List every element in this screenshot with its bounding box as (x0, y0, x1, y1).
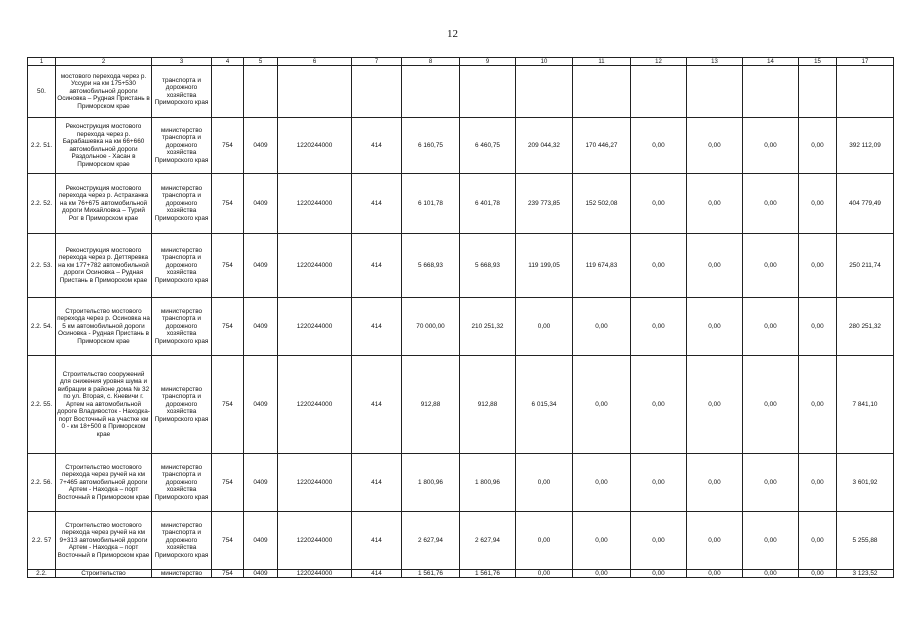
value-cell-col-5 (244, 66, 278, 118)
value-cell-col-6: 1220244000 (278, 512, 352, 570)
value-cell-col-6: 1220244000 (278, 570, 352, 578)
value-cell-col-9: 6 460,75 (460, 118, 516, 174)
value-cell-col-6 (278, 66, 352, 118)
value-cell-col-4: 754 (212, 298, 244, 356)
value-cell-col-10 (516, 66, 573, 118)
value-cell-col-8: 1 561,76 (402, 570, 460, 578)
column-header-11: 11 (573, 58, 631, 66)
value-cell-col-8: 1 800,96 (402, 454, 460, 512)
value-cell-col-9: 5 668,93 (460, 234, 516, 298)
value-cell-col-8: 6 160,75 (402, 118, 460, 174)
column-header-12: 12 (631, 58, 687, 66)
column-header-4: 4 (212, 58, 244, 66)
value-cell-col-9 (460, 66, 516, 118)
page-number: 12 (447, 28, 458, 40)
responsible-org-cell: министерство транспорта и дорожного хозяйства Приморского края (152, 298, 212, 356)
value-cell-col-15: 0,00 (799, 298, 837, 356)
value-cell-col-13: 0,00 (687, 118, 743, 174)
value-cell-col-10: 209 044,32 (516, 118, 573, 174)
value-cell-col-14: 0,00 (743, 118, 799, 174)
value-cell-col-12: 0,00 (631, 298, 687, 356)
responsible-org-cell: министерство транспорта и дорожного хозяйства Приморского края (152, 454, 212, 512)
value-cell-col-14 (743, 66, 799, 118)
column-header-8: 8 (402, 58, 460, 66)
table-row (28, 454, 894, 512)
value-cell-col-6: 1220244000 (278, 118, 352, 174)
total-cell: 280 251,32 (837, 298, 894, 356)
project-name-cell: Строительство мостового перехода через р. Осиновка на 5 км автомобильной дороги Осиновка - Рудная Пристань в Приморском крае (56, 298, 152, 356)
value-cell-col-13: 0,00 (687, 454, 743, 512)
row-number-cell: 2.2. 53. (28, 234, 56, 298)
value-cell-col-15: 0,00 (799, 118, 837, 174)
table-header (28, 58, 894, 66)
responsible-org-cell: министерство транспорта и дорожного хозяйства Приморского края (152, 174, 212, 234)
value-cell-col-5: 0409 (244, 356, 278, 454)
value-cell-col-10: 0,00 (516, 570, 573, 578)
value-cell-col-11: 0,00 (573, 298, 631, 356)
value-cell-col-6: 1220244000 (278, 234, 352, 298)
value-cell-col-14: 0,00 (743, 174, 799, 234)
column-header-3: 3 (152, 58, 212, 66)
table-row (28, 570, 894, 578)
value-cell-col-13: 0,00 (687, 570, 743, 578)
value-cell-col-4: 754 (212, 454, 244, 512)
total-cell: 7 841,10 (837, 356, 894, 454)
project-name-cell: Строительство мостового перехода через ручей на км 9+313 автомобильной дороги Артем - Находка – порт Восточный в Приморском крае (56, 512, 152, 570)
value-cell-col-7: 414 (352, 512, 402, 570)
value-cell-col-4: 754 (212, 512, 244, 570)
value-cell-col-12: 0,00 (631, 174, 687, 234)
total-cell (837, 66, 894, 118)
value-cell-col-5: 0409 (244, 118, 278, 174)
value-cell-col-14: 0,00 (743, 512, 799, 570)
column-header-2: 2 (56, 58, 152, 66)
value-cell-col-11: 0,00 (573, 570, 631, 578)
project-name-cell: Реконструкция мостового перехода через р. Деттяревка на км 177+782 автомобильной дороги Осиновка – Рудная Пристань в Приморском крае (56, 234, 152, 298)
value-cell-col-5: 0409 (244, 454, 278, 512)
value-cell-col-12: 0,00 (631, 356, 687, 454)
table-row (28, 512, 894, 570)
total-cell: 5 255,88 (837, 512, 894, 570)
responsible-org-cell: транспорта и дорожного хозяйства Приморского края (152, 66, 212, 118)
project-name-cell: Строительство мостового перехода через ручей на км 7+465 автомобильной дороги Артем - Находка – порт Восточный в Приморском крае (56, 454, 152, 512)
value-cell-col-9: 2 627,94 (460, 512, 516, 570)
value-cell-col-10: 119 199,05 (516, 234, 573, 298)
value-cell-col-5: 0409 (244, 570, 278, 578)
project-name-cell: Реконструкция мостового перехода через р. Астраханка на км 76+675 автомобильной дороги Михайловка – Турий Рог в Приморском крае (56, 174, 152, 234)
value-cell-col-6: 1220244000 (278, 298, 352, 356)
value-cell-col-10: 239 773,85 (516, 174, 573, 234)
value-cell-col-15: 0,00 (799, 234, 837, 298)
value-cell-col-14: 0,00 (743, 454, 799, 512)
row-number-cell: 2.2. 54. (28, 298, 56, 356)
value-cell-col-8: 2 627,94 (402, 512, 460, 570)
value-cell-col-15: 0,00 (799, 454, 837, 512)
value-cell-col-9: 210 251,32 (460, 298, 516, 356)
column-number-row (28, 58, 894, 66)
value-cell-col-7: 414 (352, 570, 402, 578)
value-cell-col-9: 6 401,78 (460, 174, 516, 234)
value-cell-col-10: 0,00 (516, 512, 573, 570)
project-name-cell: Строительство (56, 570, 152, 578)
project-name-cell: Реконструкция мостового перехода через р. Барабашевка на км 66+660 автомобильной дороги Раздольное - Хасан в Приморском крае (56, 118, 152, 174)
value-cell-col-15 (799, 66, 837, 118)
project-name-cell: Строительство сооружений для снижения уровня шума и вибрации в районе дома № 32 по ул. Вторая, с. Кневичи г. Артем на автомобильной дороге Владивосток - Находка-порт Восточный на участке км 0 - км 18+500 в Приморском крае (56, 356, 152, 454)
table-row (28, 356, 894, 454)
value-cell-col-14: 0,00 (743, 570, 799, 578)
value-cell-col-8: 6 101,78 (402, 174, 460, 234)
total-cell: 392 112,09 (837, 118, 894, 174)
column-header-17: 17 (837, 58, 894, 66)
value-cell-col-15: 0,00 (799, 356, 837, 454)
value-cell-col-12 (631, 66, 687, 118)
column-header-10: 10 (516, 58, 573, 66)
value-cell-col-4: 754 (212, 174, 244, 234)
table-row (28, 174, 894, 234)
value-cell-col-11: 0,00 (573, 454, 631, 512)
value-cell-col-4 (212, 66, 244, 118)
value-cell-col-7: 414 (352, 356, 402, 454)
value-cell-col-12: 0,00 (631, 118, 687, 174)
value-cell-col-7: 414 (352, 174, 402, 234)
total-cell: 404 779,49 (837, 174, 894, 234)
project-name-cell: мостового перехода через р. Уссури на км 175+530 автомобильной дороги Осиновка – Рудная Пристань в Приморском крае (56, 66, 152, 118)
value-cell-col-6: 1220244000 (278, 454, 352, 512)
value-cell-col-11 (573, 66, 631, 118)
value-cell-col-8: 70 000,00 (402, 298, 460, 356)
value-cell-col-13: 0,00 (687, 298, 743, 356)
table-row (28, 234, 894, 298)
value-cell-col-13 (687, 66, 743, 118)
value-cell-col-4: 754 (212, 234, 244, 298)
value-cell-col-11: 119 674,83 (573, 234, 631, 298)
value-cell-col-14: 0,00 (743, 356, 799, 454)
value-cell-col-12: 0,00 (631, 234, 687, 298)
value-cell-col-8: 912,88 (402, 356, 460, 454)
value-cell-col-15: 0,00 (799, 512, 837, 570)
column-header-13: 13 (687, 58, 743, 66)
responsible-org-cell: министерство транспорта и дорожного хозяйства Приморского края (152, 356, 212, 454)
value-cell-col-6: 1220244000 (278, 356, 352, 454)
value-cell-col-13: 0,00 (687, 234, 743, 298)
column-header-15: 15 (799, 58, 837, 66)
row-number-cell: 2.2. 55. (28, 356, 56, 454)
value-cell-col-8: 5 668,93 (402, 234, 460, 298)
column-header-14: 14 (743, 58, 799, 66)
value-cell-col-7: 414 (352, 454, 402, 512)
value-cell-col-13: 0,00 (687, 356, 743, 454)
value-cell-col-5: 0409 (244, 234, 278, 298)
value-cell-col-13: 0,00 (687, 512, 743, 570)
value-cell-col-11: 0,00 (573, 356, 631, 454)
budget-table (27, 57, 894, 578)
value-cell-col-11: 170 446,27 (573, 118, 631, 174)
value-cell-col-9: 1 800,96 (460, 454, 516, 512)
value-cell-col-5: 0409 (244, 174, 278, 234)
responsible-org-cell: министерство транспорта и дорожного хозяйства Приморского края (152, 118, 212, 174)
table-row (28, 298, 894, 356)
value-cell-col-15: 0,00 (799, 570, 837, 578)
value-cell-col-12: 0,00 (631, 512, 687, 570)
value-cell-col-6: 1220244000 (278, 174, 352, 234)
value-cell-col-11: 0,00 (573, 512, 631, 570)
total-cell: 3 123,52 (837, 570, 894, 578)
value-cell-col-5: 0409 (244, 298, 278, 356)
row-number-cell: 2.2. 52. (28, 174, 56, 234)
value-cell-col-10: 0,00 (516, 454, 573, 512)
value-cell-col-12: 0,00 (631, 454, 687, 512)
column-header-9: 9 (460, 58, 516, 66)
column-header-7: 7 (352, 58, 402, 66)
value-cell-col-7: 414 (352, 234, 402, 298)
value-cell-col-14: 0,00 (743, 234, 799, 298)
total-cell: 250 211,74 (837, 234, 894, 298)
row-number-cell: 2.2. (28, 570, 56, 578)
value-cell-col-4: 754 (212, 356, 244, 454)
value-cell-col-9: 1 561,76 (460, 570, 516, 578)
table-body (28, 66, 894, 578)
value-cell-col-4: 754 (212, 570, 244, 578)
value-cell-col-4: 754 (212, 118, 244, 174)
value-cell-col-7: 414 (352, 118, 402, 174)
value-cell-col-14: 0,00 (743, 298, 799, 356)
total-cell: 3 601,92 (837, 454, 894, 512)
value-cell-col-8 (402, 66, 460, 118)
column-header-6: 6 (278, 58, 352, 66)
value-cell-col-10: 0,00 (516, 298, 573, 356)
value-cell-col-15: 0,00 (799, 174, 837, 234)
row-number-cell: 2.2. 57 (28, 512, 56, 570)
value-cell-col-13: 0,00 (687, 174, 743, 234)
value-cell-col-5: 0409 (244, 512, 278, 570)
column-header-5: 5 (244, 58, 278, 66)
row-number-cell: 50. (28, 66, 56, 118)
column-header-1: 1 (28, 58, 56, 66)
value-cell-col-10: 6 015,34 (516, 356, 573, 454)
value-cell-col-9: 912,88 (460, 356, 516, 454)
row-number-cell: 2.2. 51. (28, 118, 56, 174)
value-cell-col-7 (352, 66, 402, 118)
responsible-org-cell: министерство транспорта и дорожного хозяйства Приморского края (152, 512, 212, 570)
value-cell-col-7: 414 (352, 298, 402, 356)
table-row (28, 118, 894, 174)
table-row (28, 66, 894, 118)
value-cell-col-12: 0,00 (631, 570, 687, 578)
value-cell-col-11: 152 502,08 (573, 174, 631, 234)
row-number-cell: 2.2. 56. (28, 454, 56, 512)
responsible-org-cell: министерство транспорта и дорожного хозяйства Приморского края (152, 234, 212, 298)
responsible-org-cell: министерство (152, 570, 212, 578)
